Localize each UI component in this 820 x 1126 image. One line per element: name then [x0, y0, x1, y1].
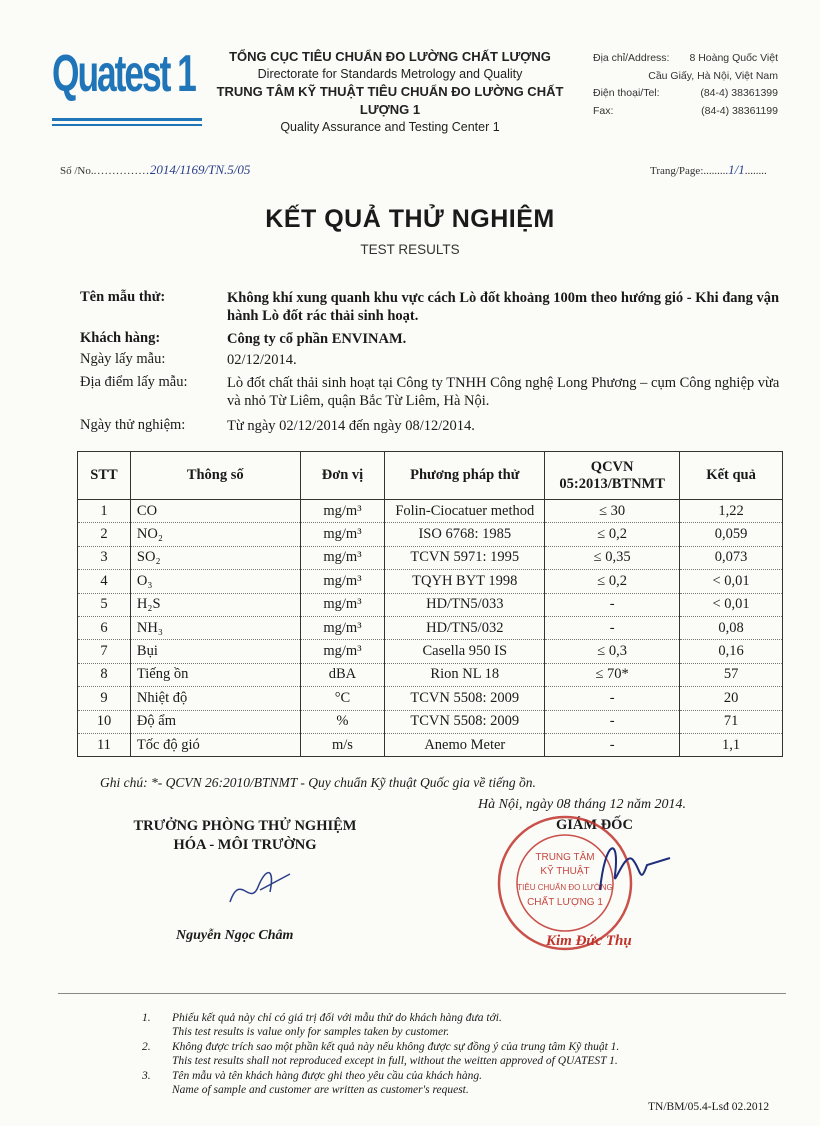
table-row: [78, 570, 783, 593]
cell-unit: mg/m³: [300, 500, 385, 523]
so-value: 2014/1169/TN.5/05: [149, 162, 251, 177]
sample-value: Không khí xung quanh khu vực cách Lò đốt khoảng 100m theo hướng gió - Khi đang vận hành Lò đốt rác thải sinh hoạt.: [227, 290, 780, 324]
cell-result: < 0,01: [680, 570, 783, 593]
left-signatory-name: Nguyễn Ngọc Châm: [176, 928, 294, 943]
table-header-row: [78, 452, 783, 500]
cell-standard: ≤ 70*: [545, 663, 680, 686]
table-row: [78, 710, 783, 733]
company-logo: Quatest 1: [52, 45, 195, 103]
agency-vn: TỔNG CỤC TIÊU CHUẨN ĐO LƯỜNG CHẤT LƯỢNG: [229, 49, 551, 64]
results-table: [77, 451, 783, 757]
cell-method: Anemo Meter: [385, 733, 545, 756]
cell-parameter: H₂S: [130, 593, 300, 616]
cell-standard: -: [545, 710, 680, 733]
cell-unit: mg/m³: [300, 593, 385, 616]
cell-unit: mg/m³: [300, 546, 385, 569]
col-standard: QCVN 05:2013/BTNMT: [545, 452, 680, 500]
tel-value: (84-4) 38361399: [700, 87, 778, 99]
document-number: Số /No................2014/1169/TN.5/05: [60, 162, 251, 177]
address-line2: Cầu Giấy, Hà Nội, Việt Nam: [648, 69, 778, 82]
cell-standard: ≤ 0,2: [545, 523, 680, 546]
cell-stt: 4: [78, 570, 131, 593]
sampling-place-label: Địa điểm lấy mẫu:: [80, 374, 188, 390]
cell-stt: 11: [78, 733, 131, 756]
table-row: [78, 640, 783, 663]
customer-value: Công ty cổ phần ENVINAM.: [227, 331, 407, 347]
col-stt: STT: [78, 452, 131, 500]
cell-stt: 10: [78, 710, 131, 733]
right-signatory-title: GIÁM ĐỐC: [556, 817, 633, 833]
table-row: [78, 546, 783, 569]
cell-unit: %: [300, 710, 385, 733]
cell-result: 0,08: [680, 616, 783, 639]
form-code: TN/BM/05.4-Lsđ 02.2012: [648, 1101, 770, 1113]
cell-parameter: Tiếng ồn: [130, 663, 300, 686]
cell-result: 57: [680, 663, 783, 686]
table-row: [78, 616, 783, 639]
page-label: Trang/Page:: [650, 165, 704, 177]
tel-label: Điện thoại/Tel:: [593, 87, 660, 99]
col-unit: Đơn vị: [300, 452, 385, 500]
stamp-line2: KỸ THUẬT: [540, 866, 590, 877]
so-label: Số /No.: [60, 165, 94, 177]
fax-value: (84-4) 38361199: [701, 104, 778, 117]
test-date-label: Ngày thử nghiệm:: [80, 417, 186, 433]
cell-standard: ≤ 30: [545, 500, 680, 523]
date-place: Hà Nội, ngày 08 tháng 12 năm 2014.: [478, 797, 687, 812]
stamp-line4: CHẤT LƯỢNG 1: [527, 897, 603, 908]
sampling-date-value: 02/12/2014.: [227, 352, 297, 368]
cell-result: 0,073: [680, 546, 783, 569]
cell-result: 0,16: [680, 640, 783, 663]
cell-unit: mg/m³: [300, 570, 385, 593]
cell-stt: 8: [78, 663, 131, 686]
address-label: Địa chỉ/Address:: [593, 52, 670, 64]
cell-unit: mg/m³: [300, 640, 385, 663]
cell-standard: ≤ 0,3: [545, 640, 680, 663]
sampling-date-label: Ngày lấy mẫu:: [80, 351, 166, 367]
footnote-3-vn: Tên mẫu và tên khách hàng được ghi theo yêu cầu của khách hàng.: [172, 1070, 483, 1082]
left-signature: [220, 862, 300, 912]
cell-method: Folin-Ciocatuer method: [385, 500, 545, 523]
cell-parameter: SO₂: [130, 546, 300, 569]
cell-result: 20: [680, 687, 783, 710]
cell-method: Casella 950 IS: [385, 640, 545, 663]
page-number: Trang/Page:.........1/1........: [650, 162, 767, 177]
customer-label: Khách hàng:: [80, 330, 161, 346]
cell-standard: ≤ 0,2: [545, 570, 680, 593]
cell-result: 0,059: [680, 523, 783, 546]
cell-standard: -: [545, 733, 680, 756]
cell-method: HD/TN5/032: [385, 616, 545, 639]
footnote-3-en: Name of sample and customer are written as customer's request.: [172, 1084, 469, 1096]
cell-unit: mg/m³: [300, 523, 385, 546]
address-line1: 8 Hoàng Quốc Việt: [689, 52, 778, 64]
cell-parameter: NH₃: [130, 616, 300, 639]
cell-method: Rion NL 18: [385, 663, 545, 686]
cell-result: 1,1: [680, 733, 783, 756]
footnote-1-vn: Phiếu kết quả này chỉ có giá trị đối với mẫu thử do khách hàng đưa tới.: [172, 1012, 502, 1024]
cell-stt: 5: [78, 593, 131, 616]
cell-parameter: Độ ẩm: [130, 710, 300, 733]
footnote-1-num: 1.: [142, 1012, 151, 1024]
cell-unit: dBA: [300, 663, 385, 686]
right-signature: [585, 830, 675, 900]
col-parameter: Thông số: [130, 452, 300, 500]
cell-standard: -: [545, 616, 680, 639]
footnote-2-en: This test results shall not reproduced except in full, without the weitten approved of QUATEST 1.: [172, 1055, 618, 1067]
cell-parameter: CO: [130, 500, 300, 523]
table-row: [78, 663, 783, 686]
note: Ghi chú: *- QCVN 26:2010/BTNMT - Quy chuẩn Kỹ thuật Quốc gia về tiếng ồn.: [100, 775, 536, 790]
table-row: [78, 523, 783, 546]
cell-method: TCVN 5508: 2009: [385, 710, 545, 733]
cell-standard: ≤ 0,35: [545, 546, 680, 569]
test-date-value: Từ ngày 02/12/2014 đến ngày 08/12/2014.: [227, 418, 475, 434]
cell-unit: mg/m³: [300, 616, 385, 639]
footnote-2-vn: Không được trích sao một phần kết quả này nếu không được sự đồng ý của trung tâm Kỹ thuật 1.: [172, 1041, 620, 1053]
header-agency: [200, 48, 580, 136]
footnote-1-en: This test results is value only for samples taken by customer.: [172, 1026, 450, 1038]
cell-stt: 3: [78, 546, 131, 569]
cell-stt: 2: [78, 523, 131, 546]
cell-parameter: Bụi: [130, 640, 300, 663]
cell-method: TQYH BYT 1998: [385, 570, 545, 593]
col-method: Phương pháp thử: [385, 452, 545, 500]
agency-en: Directorate for Standards Metrology and Quality: [257, 67, 523, 81]
cell-standard: -: [545, 687, 680, 710]
cell-stt: 9: [78, 687, 131, 710]
left-title-line1: TRƯỞNG PHÒNG THỬ NGHIỆM: [133, 818, 357, 834]
sampling-place-value: Lò đốt chất thải sinh hoạt tại Công ty TNHH Công nghệ Long Phương – cụm Công nghiệp vừa và nhỏ Từ Liêm, quận Bắc Từ Liêm, Hà Nội.: [227, 375, 780, 409]
sample-label: Tên mẫu thử:: [80, 289, 166, 305]
cell-parameter: O₃: [130, 570, 300, 593]
cell-stt: 1: [78, 500, 131, 523]
footnote-3-num: 3.: [142, 1070, 151, 1082]
cell-stt: 7: [78, 640, 131, 663]
stamp-line1: TRUNG TÂM: [535, 852, 595, 863]
cell-method: HD/TN5/033: [385, 593, 545, 616]
footnote-2-num: 2.: [142, 1041, 151, 1053]
table-row: [78, 593, 783, 616]
center-vn: TRUNG TÂM KỸ THUẬT TIÊU CHUẨN ĐO LƯỜNG CHẤT LƯỢNG 1: [216, 84, 564, 117]
header-contact: [593, 50, 778, 120]
col-result: Kết quả: [680, 452, 783, 500]
center-en: Quality Assurance and Testing Center 1: [280, 120, 500, 134]
cell-unit: m/s: [300, 733, 385, 756]
footer-divider: [58, 993, 786, 994]
cell-stt: 6: [78, 616, 131, 639]
cell-parameter: Nhiệt độ: [130, 687, 300, 710]
cell-method: TCVN 5971: 1995: [385, 546, 545, 569]
left-title-line2: HÓA - MÔI TRƯỜNG: [173, 837, 317, 853]
table-row: [78, 733, 783, 756]
stamp-line3: TIÊU CHUẨN ĐO LƯỜNG: [517, 883, 613, 892]
cell-parameter: NO₂: [130, 523, 300, 546]
page-title: KẾT QUẢ THỬ NGHIỆM: [265, 205, 555, 233]
page-value: 1/1: [728, 162, 745, 177]
cell-result: 1,22: [680, 500, 783, 523]
page-subtitle: TEST RESULTS: [360, 242, 460, 257]
cell-method: TCVN 5508: 2009: [385, 687, 545, 710]
table-row: [78, 687, 783, 710]
right-signatory-name: Kim Đức Thụ: [546, 933, 632, 949]
table-row: [78, 500, 783, 523]
logo-underline: [52, 118, 202, 121]
cell-parameter: Tốc độ gió: [130, 733, 300, 756]
cell-unit: °C: [300, 687, 385, 710]
logo-underline-2: [52, 124, 202, 126]
cell-method: ISO 6768: 1985: [385, 523, 545, 546]
cell-result: 71: [680, 710, 783, 733]
left-signatory-title: [100, 817, 390, 855]
cell-standard: -: [545, 593, 680, 616]
fax-label: Fax:: [593, 104, 614, 117]
cell-result: < 0,01: [680, 593, 783, 616]
